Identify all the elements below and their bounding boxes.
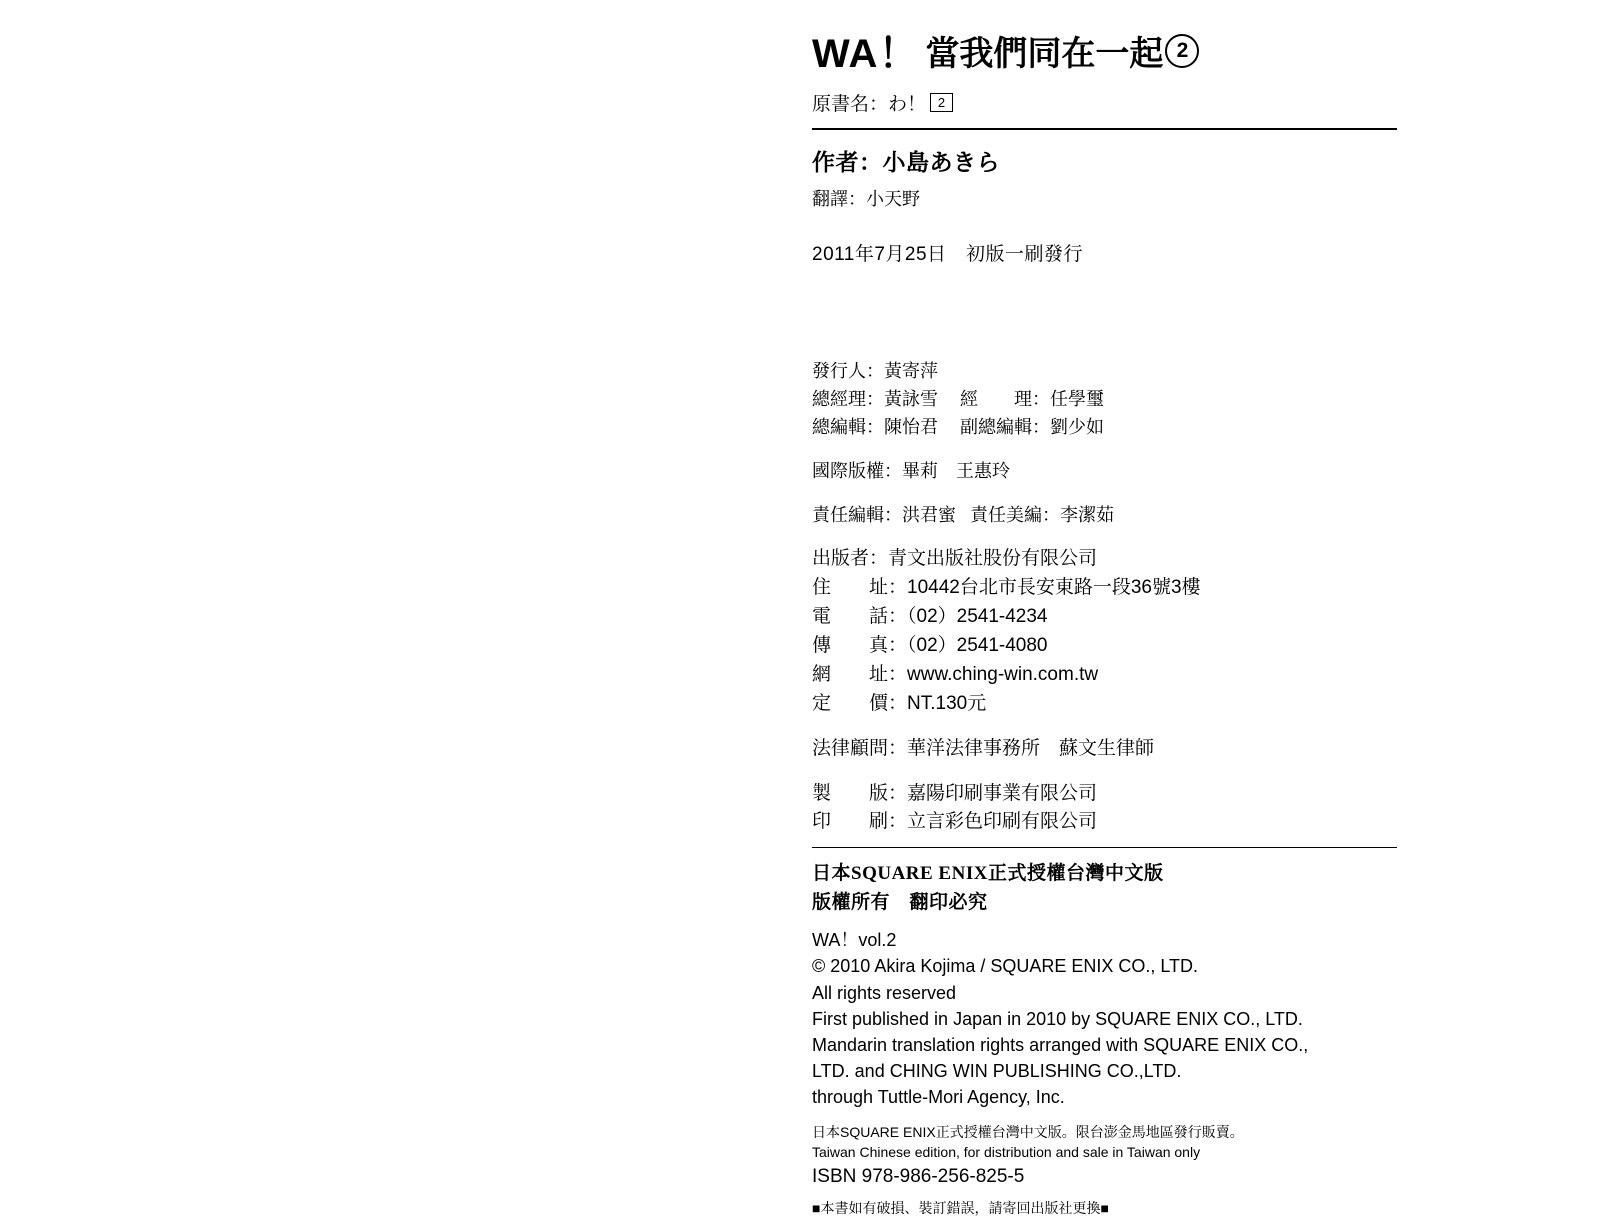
title-latin: WA！	[812, 32, 920, 76]
publisher-price-line: 定 價：NT.130元	[812, 692, 987, 714]
spacer	[812, 529, 1452, 545]
manager-row	[812, 386, 1452, 414]
divider-top	[812, 128, 1397, 130]
publisher-tel-line: 電 話：（02）2541-4234	[812, 606, 1048, 628]
spacer	[812, 764, 1452, 780]
international-rights-line: 國際版權：畢莉 王惠玲	[812, 460, 1010, 481]
license-line-2: 版權所有 翻印必究	[812, 891, 988, 913]
english-line: through Tuttle-Mori Agency, Inc.	[812, 1086, 1065, 1107]
plate-making-line: 製 版：嘉陽印刷事業有限公司	[812, 782, 1098, 804]
license-line-1: 日本SQUARE ENIX正式授權台灣中文版	[812, 863, 1164, 885]
english-line: All rights reserved	[812, 982, 957, 1003]
divider-bottom	[812, 847, 1397, 848]
legal-advisor-line: 法律顧問：華洋法律事務所 蘇文生律師	[812, 737, 1155, 759]
spacer	[812, 719, 1452, 735]
publisher-address-line: 住 址：10442台北市長安東路一段36號3樓	[812, 577, 1201, 599]
license-block	[812, 860, 1452, 917]
publisher-fax-line: 傳 真：（02）2541-4080	[812, 635, 1048, 657]
original-title-row	[812, 89, 1452, 116]
publish-date-line: 2011年7月25日 初版一刷發行	[812, 244, 1084, 265]
chief-editor-line: 總編輯：陳怡君	[812, 416, 938, 437]
title-chinese: 當我們同在一起	[925, 35, 1164, 73]
editor-row	[812, 414, 1452, 442]
manager-line: 經 理：任學璽	[960, 388, 1104, 409]
english-line: First published in Japan in 2010 by SQUARE ENIX CO., LTD.	[812, 1008, 1303, 1029]
territory-line-cn: 日本SQUARE ENIX正式授權台灣中文版。限台澎金馬地區發行販賣。	[812, 1123, 1244, 1140]
territory-line-en: Taiwan Chinese edition, for distribution and sale in Taiwan only	[812, 1144, 1201, 1161]
publisher-person-line: 發行人：黃寄萍	[812, 361, 938, 381]
english-line: © 2010 Akira Kojima / SQUARE ENIX CO., LTD.	[812, 956, 1199, 977]
spacer	[812, 486, 1452, 502]
spacer	[812, 266, 1452, 358]
publisher-web-line: 網 址：www.ching-win.com.tw	[812, 663, 1099, 685]
book-title	[812, 22, 1452, 79]
volume-number-badge: 2	[1165, 34, 1199, 68]
general-manager-line: 總經理：黃詠雪	[812, 388, 938, 409]
deputy-chief-editor-line: 副總編輯：劉少如	[960, 416, 1104, 437]
production-block	[812, 780, 1452, 838]
original-volume-badge: 2	[930, 93, 953, 112]
responsible-designer-line: 責任美編：李潔茹	[970, 504, 1114, 525]
translator-line: 翻譯：小天野	[812, 189, 920, 209]
publisher-block	[812, 545, 1452, 718]
colophon-column	[812, 0, 1452, 1218]
responsible-row	[812, 502, 1452, 530]
author-line: 作者：小島あきら	[812, 149, 1000, 175]
original-title-label: 原書名：わ！	[812, 94, 927, 115]
english-copyright-block	[812, 927, 1452, 1110]
spacer	[812, 442, 1452, 458]
printing-line: 印 刷：立言彩色印刷有限公司	[812, 811, 1098, 833]
defect-note-line: ■本書如有破損、裝訂錯誤，請寄回出版社更換■	[812, 1199, 1109, 1216]
english-line: Mandarin translation rights arranged with SQUARE ENIX CO.,	[812, 1034, 1309, 1055]
english-line: LTD. and CHING WIN PUBLISHING CO.,LTD.	[812, 1060, 1182, 1081]
staff-block	[812, 358, 1452, 442]
english-line: WA！vol.2	[812, 930, 897, 951]
territory-block	[812, 1122, 1452, 1163]
isbn-line: ISBN 978-986-256-825-5	[812, 1165, 1025, 1187]
publisher-name-line: 出版者：青文出版社股份有限公司	[812, 548, 1098, 570]
responsible-editor-line: 責任編輯：洪君蜜	[812, 504, 956, 525]
